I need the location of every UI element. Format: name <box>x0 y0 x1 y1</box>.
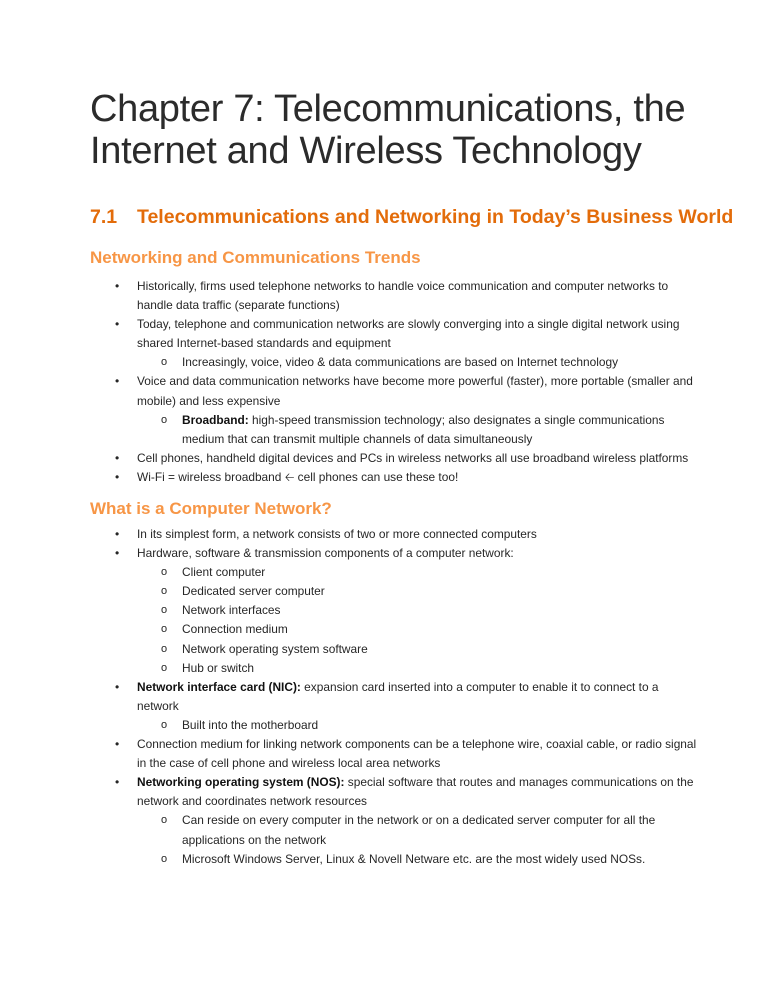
bullet-icon: • <box>115 374 120 389</box>
sub-list-item <box>90 811 682 849</box>
list-item <box>90 678 697 716</box>
item-text: Increasingly, voice, video & data communications are based on Internet technology <box>182 355 619 370</box>
item-text: expansion card inserted into a computer to enable it to connect to a network <box>137 679 659 713</box>
item-text: Can reside on every computer in the network or on a dedicated server computer for all the applications on the network <box>182 813 656 847</box>
list-item <box>90 525 697 544</box>
sub-bullet-icon: o <box>161 356 168 369</box>
list-item <box>90 449 697 468</box>
item-text: Network operating system software <box>182 641 368 656</box>
sub-list <box>90 563 697 678</box>
sub-list-container <box>90 353 697 372</box>
sub-bullet-icon: o <box>161 604 168 617</box>
sub-list-container <box>90 563 697 678</box>
bullet-icon: • <box>115 737 120 752</box>
bullet-icon: • <box>115 317 120 332</box>
chapter-title: Chapter 7: Telecommunications, the Internet and Wireless Technology <box>90 88 686 172</box>
item-text: Client computer <box>182 565 266 580</box>
sub-bullet-icon: o <box>161 814 168 827</box>
item-text: Wi-Fi = wireless broadband 🡠 cell phones can use these too! <box>137 469 459 484</box>
bullet-icon: • <box>115 450 120 465</box>
section-number: 7.1 <box>90 206 118 228</box>
bullet-icon: • <box>115 679 120 694</box>
sub-bullet-icon: o <box>161 661 168 674</box>
item-text: Connection medium for linking network components can be a telephone wire, coaxial cable, or radio signal in the case of cell phone and wireless local area networks <box>137 737 697 771</box>
sub-list-item <box>90 716 682 735</box>
bullet-icon: • <box>115 469 120 484</box>
bullet-icon: • <box>115 527 120 541</box>
item-text: Historically, firms used telephone networks to handle voice communication and computer networks to handle data traffic (separate functions) <box>137 279 669 313</box>
sub-list-item <box>90 411 682 449</box>
sub-list-item <box>90 850 682 869</box>
bullet-icon: • <box>115 775 120 790</box>
item-text: Microsoft Windows Server, Linux & Novell Netware etc. are the most widely used NOSs. <box>182 851 646 866</box>
item-text: special software that routes and manages communications on the network and coordinates network resources <box>137 775 694 809</box>
term: Network interface card (NIC): <box>137 679 301 694</box>
sub-list-item <box>90 640 682 659</box>
term: Networking operating system (NOS): <box>137 775 345 790</box>
sub-list-item <box>90 563 682 582</box>
section-title: Telecommunications and Networking in Today’s Business World <box>137 206 734 228</box>
item-text: Cell phones, handheld digital devices and PCs in wireless networks all use broadband wireless platforms <box>137 450 689 465</box>
item-text: Dedicated server computer <box>182 584 325 599</box>
list-item <box>90 468 697 487</box>
sub-list-container <box>90 811 697 868</box>
item-text: Voice and data communication networks have become more powerful (faster), more portable (smaller and mobile) and less expensive <box>137 374 693 408</box>
bullet-icon: • <box>115 279 120 293</box>
term: Broadband: <box>182 412 249 427</box>
computer-network-bullet-list <box>90 525 697 869</box>
item-text: Hub or switch <box>182 660 255 675</box>
trends-bullet-list <box>90 277 697 487</box>
sub-bullet-icon: o <box>161 623 168 636</box>
list-item <box>90 544 697 563</box>
item-text: Today, telephone and communication networks are slowly converging into a single digital network using shared Internet-based standards and equipment <box>137 317 680 351</box>
sub-list <box>90 811 697 868</box>
sub-list-item <box>90 601 682 620</box>
sub-list-item <box>90 582 682 601</box>
item-text: Connection medium <box>182 622 288 637</box>
list-item <box>90 735 697 773</box>
item-text: high-speed transmission technology; also designates a single communications medium that can transmit multiple channels of data simultaneously <box>182 412 665 446</box>
item-text: Built into the motherboard <box>182 717 319 732</box>
list-item <box>90 277 697 315</box>
sub-bullet-icon: o <box>161 413 168 426</box>
sub-list <box>90 411 697 449</box>
subsection-heading-computer-network: What is a Computer Network? <box>90 499 332 518</box>
sub-list-container <box>90 716 697 735</box>
sub-bullet-icon: o <box>161 852 168 865</box>
sub-list-item <box>90 353 682 372</box>
list-item <box>90 372 697 410</box>
sub-list-container <box>90 411 697 449</box>
sub-bullet-icon: o <box>161 642 168 655</box>
sub-list <box>90 353 697 372</box>
item-text: In its simplest form, a network consists of two or more connected computers <box>137 527 537 541</box>
item-text: Hardware, software & transmission components of a computer network: <box>137 546 514 561</box>
sub-list-item <box>90 620 682 639</box>
sub-list-item <box>90 659 682 678</box>
list-item <box>90 315 697 353</box>
section-heading <box>90 206 733 229</box>
sub-bullet-icon: o <box>161 566 168 579</box>
bullet-icon: • <box>115 546 120 561</box>
sub-bullet-icon: o <box>161 718 168 731</box>
item-text: Network interfaces <box>182 603 281 618</box>
subsection-heading-trends: Networking and Communications Trends <box>90 248 421 267</box>
list-item <box>90 773 697 811</box>
sub-list <box>90 716 697 735</box>
sub-bullet-icon: o <box>161 585 168 598</box>
